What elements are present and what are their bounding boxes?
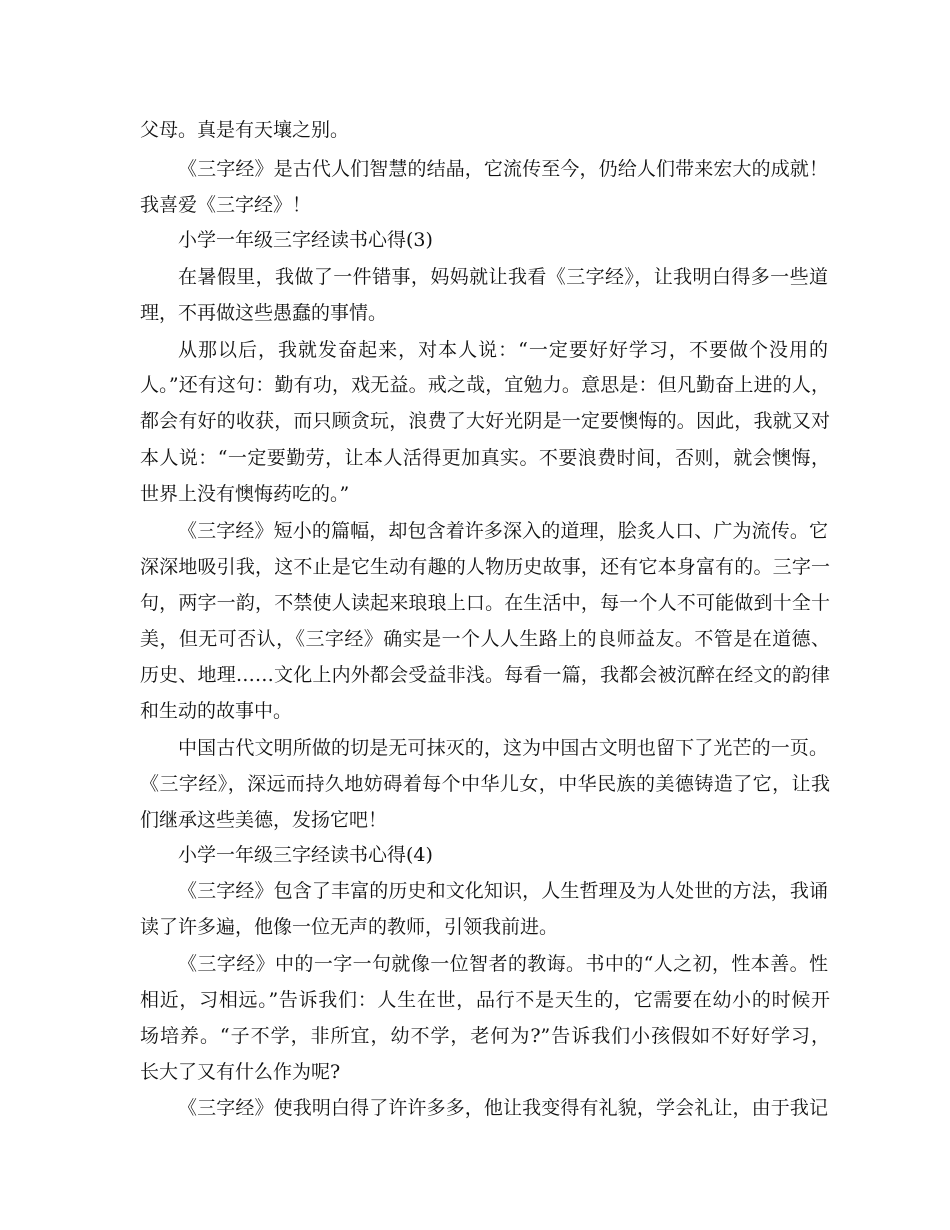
text-line: 都会有好的收获，而只顾贪玩，浪费了大好光阴是一定要懊悔的。因此，我就又对: [140, 410, 830, 432]
text-line: 《三字经》包含了丰富的历史和文化知识，人生哲理及为人处世的方法，我诵: [178, 880, 828, 902]
text-line: 《三字经》，深远而持久地妨碍着每个中华儿女，中华民族的美德铸造了它，让我: [140, 773, 830, 795]
text-line: 理，不再做这些愚蠢的事情。: [140, 302, 388, 324]
text-line: 美，但无可否认，《三字经》确实是一个人人生路上的良师益友。不管是在道德、: [140, 628, 830, 650]
section-heading: 小学一年级三字经读书心得(4): [178, 844, 433, 866]
text-line: 《三字经》使我明白得了许许多多，他让我变得有礼貌，学会礼让，由于我记: [178, 1097, 828, 1119]
text-line: 世界上没有懊悔药吃的。”: [140, 483, 350, 505]
text-line: 我喜爱《三字经》！: [140, 194, 312, 216]
text-line: 《三字经》短小的篇幅，却包含着许多深入的道理，脍炙人口、广为流传。它: [178, 520, 828, 542]
text-line: 场培养。“子不学，非所宜，幼不学，老何为?”告诉我们小孩假如不好好学习，: [140, 1025, 830, 1047]
section-heading: 小学一年级三字经读书心得(3): [178, 229, 433, 251]
text-line: 深深地吸引我，这不止是它生动有趣的人物历史故事，还有它本身富有的。三字一: [140, 556, 830, 578]
text-line: 长大了又有什么作为呢?: [140, 1061, 341, 1083]
text-line: 中国古代文明所做的切是无可抹灭的，这为中国古文明也留下了光芒的一页。: [178, 737, 828, 759]
text-line: 人。”还有这句：勤有功，戏无益。戒之哉，宜勉力。意思是：但凡勤奋上进的人，: [140, 374, 830, 396]
text-line: 《三字经》中的一字一句就像一位智者的教诲。书中的“人之初，性本善。性: [178, 953, 828, 975]
text-line: 本人说：“一定要勤劳，让本人活得更加真实。不要浪费时间，否则，就会懊悔，: [140, 447, 830, 469]
text-line: 父母。真是有天壤之别。: [140, 119, 350, 141]
text-line: 在暑假里，我做了一件错事，妈妈就让我看《三字经》，让我明白得多一些道: [178, 266, 828, 288]
text-line: 和生动的故事中。: [140, 700, 293, 722]
text-line: 句，两字一韵，不禁使人读起来琅琅上口。在生活中，每一个人不可能做到十全十: [140, 592, 830, 614]
text-line: 读了许多遍，他像一位无声的教师，引领我前进。: [140, 916, 559, 938]
text-line: 《三字经》是古代人们智慧的结晶，它流传至今，仍给人们带来宏大的成就！: [178, 158, 828, 180]
text-line: 从那以后，我就发奋起来，对本人说：“一定要好好学习，不要做个没用的: [178, 339, 828, 361]
text-line: 历史、地理……文化上内外都会受益非浅。每看一篇，我都会被沉醉在经文的韵律: [140, 664, 830, 686]
text-line: 们继承这些美德，发扬它吧！: [140, 809, 388, 831]
text-line: 相近，习相远。”告诉我们：人生在世，品行不是天生的，它需要在幼小的时候开: [140, 989, 830, 1011]
